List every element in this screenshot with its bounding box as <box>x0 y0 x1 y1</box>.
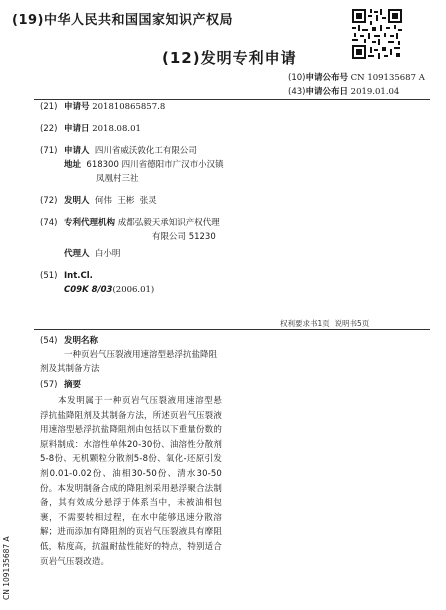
inventor-tag: (72) <box>40 196 58 206</box>
qr-code-icon <box>352 9 402 59</box>
agent-label: 代理人 <box>64 249 90 259</box>
pub-date-value: 2019.01.04 <box>350 87 400 97</box>
applicant-tag: (71) <box>40 146 58 156</box>
address-line-2: 凤凰村三社 <box>96 174 139 184</box>
inventor-label: 发明人 <box>64 196 90 206</box>
applicant-value: 四川省威沃敦化工有限公司 <box>94 146 197 156</box>
document-type: (12)发明专利申请 <box>162 49 297 67</box>
agent-row <box>40 247 370 261</box>
publication-date-row <box>288 85 425 99</box>
agent-value: 白小明 <box>94 249 121 259</box>
address-line-1: 618300 四川省德阳市广汉市小汉镇 <box>86 160 224 170</box>
publication-number-row <box>288 71 425 85</box>
abstract-label: 摘要 <box>64 380 82 390</box>
app-date-tag: (22) <box>40 124 58 134</box>
application-date-row <box>40 122 370 136</box>
address-label: 地址 <box>64 160 82 170</box>
ipc-class: C09K 8/03 <box>64 285 113 295</box>
title-label: 发明名称 <box>64 336 99 346</box>
app-date-value: 2018.08.01 <box>92 124 141 134</box>
address-row-2 <box>40 172 370 186</box>
abstract-text: 本发明属于一种页岩气压裂液用速溶型悬浮抗盐降阻剂及其制备方法，所述页岩气压裂液用速溶型悬浮抗盐降阻剂由包括以下重量份数的原料制成：水溶性单体20-30份、油溶性分散剂5-8份、无机颗粒分散剂5-8份、氧化-还原引发剂0.01-0.02份、油相30-50份、清水30-50份。本发明制备合成的降阻剂采用悬浮聚合法制备，其有效成分悬浮于体系当中，未被油相包裹，不需要转相过程，在水中能够迅速分散溶解；进而添加有降阻剂的页岩气压裂液具有摩阻低，粘度高，抗温耐盐性能好的特点，特别适合页岩气压裂改造。 <box>40 396 222 567</box>
ipc-class-row <box>40 283 370 297</box>
invention-title-line-2: 剂及其制备方法 <box>40 364 100 374</box>
ipc-row <box>40 269 370 283</box>
title-heading-row <box>40 335 222 348</box>
bibliographic-data <box>40 100 370 297</box>
application-number-row <box>40 100 370 114</box>
page-count: 权利要求书1页 说明书5页 <box>280 319 370 328</box>
inventor-names: 何伟 王彬 张灵 <box>94 196 157 206</box>
abstract-heading-row <box>40 379 222 392</box>
applicant-label: 申请人 <box>64 146 90 156</box>
app-no-label: 申请号 <box>64 102 90 112</box>
agency-label: 专利代理机构 <box>64 218 116 228</box>
agency-row-2 <box>40 230 370 244</box>
abstract-tag: (57) <box>40 380 58 390</box>
address-row <box>40 158 370 172</box>
pub-no-label: 申请公布号 <box>305 73 348 83</box>
app-no-value: 201810865857.8 <box>92 102 166 112</box>
abstract-section <box>40 335 222 569</box>
office-header: (19)中华人民共和国国家知识产权局 <box>12 13 233 28</box>
pub-date-tag: (43) <box>288 87 306 97</box>
invention-title-line-1: 一种页岩气压裂液用速溶型悬浮抗盐降阻 <box>64 350 218 360</box>
ipc-date: (2006.01) <box>112 285 155 295</box>
app-date-label: 申请日 <box>64 124 90 134</box>
publication-info <box>288 71 425 99</box>
agency-row <box>40 216 370 230</box>
ipc-label: Int.Cl. <box>64 271 93 281</box>
inventor-row <box>40 194 370 208</box>
pub-no-value: CN 109135687 A <box>350 73 425 83</box>
side-publication-code: CN 109135687 A <box>2 536 11 600</box>
agency-tag: (74) <box>40 218 58 228</box>
ipc-tag: (51) <box>40 271 58 281</box>
pub-no-tag: (10) <box>288 73 306 83</box>
title-tag: (54) <box>40 336 58 346</box>
pub-date-label: 申请公布日 <box>305 87 348 97</box>
agency-line-2: 有限公司 51230 <box>152 232 216 242</box>
abstract-divider <box>34 329 430 330</box>
applicant-row <box>40 144 370 158</box>
app-no-tag: (21) <box>40 102 58 112</box>
agency-line-1: 成都弘毅天承知识产权代理 <box>117 218 220 228</box>
